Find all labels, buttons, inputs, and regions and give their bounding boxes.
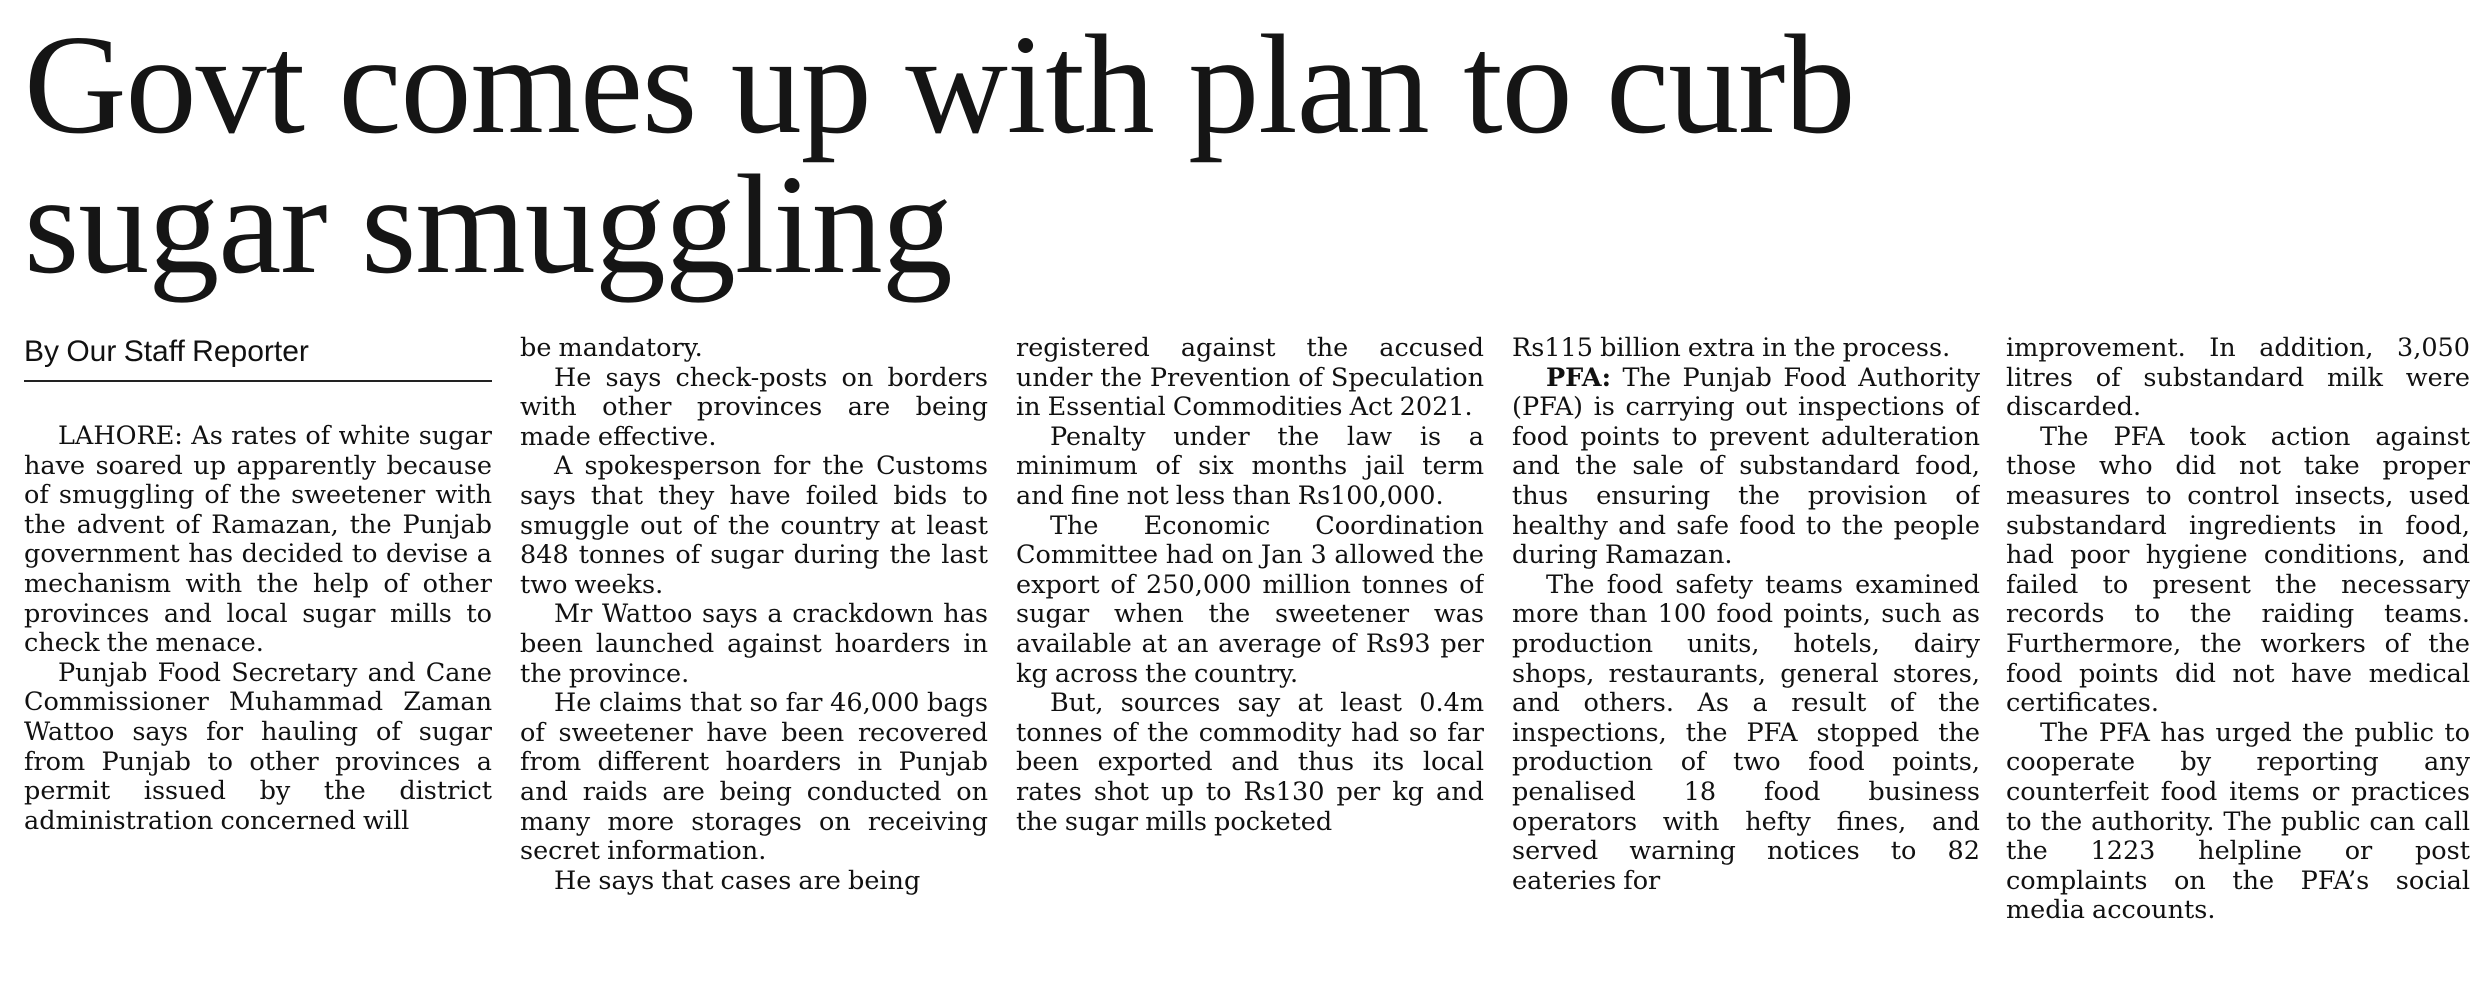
paragraph: The PFA has urged the public to cooperate by reporting any counterfeit food items or practices to the authority. The public can call the 1223 helpline or post complaints on the PFA’s social media accounts. — [2006, 717, 2470, 926]
paragraph: registered against the accused under the Prevention of Speculation in Essential Commodities Act 2021. — [1016, 334, 1484, 423]
paragraph: He says that cases are being — [554, 865, 921, 896]
article-column-5 — [2006, 334, 2470, 974]
paragraph-text: The Punjab Food Authority (PFA) is carrying out inspections of food points to prevent adulteration and the sale of substandard food, thus ensuring the provision of healthy and safe food to the people during Ramazan. — [1512, 362, 1980, 571]
article-column-3 — [1016, 334, 1484, 974]
paragraph: be mandatory. — [520, 334, 703, 363]
paragraph: Penalty under the law is a minimum of six months jail term and fine not less than Rs100,000. — [1016, 421, 1484, 511]
paragraph — [1512, 364, 1980, 571]
paragraph: The food safety teams examined more than 100 food points, such as production units, hotels, dairy shops, restaurants, general stores, and others. As a result of the inspections, the PFA stopped the production of two food points, penalised 18 food business operators with hefty fines, and served warning notices to 82 eateries for — [1512, 569, 1980, 896]
article-column-2 — [520, 334, 988, 974]
paragraph: He claims that so far 46,000 bags of sweetener have been recovered from different hoarders in Punjab and raids are being conducted on many more storages on receiving secret information. — [520, 688, 988, 867]
article-column-4 — [1512, 334, 1980, 974]
paragraph: He says check-posts on borders with other provinces are being made effective. — [520, 362, 988, 452]
paragraph: The Economic Coordination Committee had on Jan 3 allowed the export of 250,000 million tonnes of sugar when the sweetener was available at an average of Rs93 per kg across the country. — [1016, 510, 1484, 689]
headline: Govt comes up with plan to curb sugar smuggling — [24, 5, 1855, 303]
paragraph: But, sources say at least 0.4m tonnes of the commodity had so far been exported and thus its local rates shot up to Rs130 per kg and the sugar mills pocketed — [1016, 688, 1484, 837]
paragraph: Rs115 billion extra in the process. — [1512, 334, 1951, 363]
byline: By Our Staff Reporter — [24, 330, 492, 382]
paragraph: The PFA took action against those who did not take proper measures to control insects, used substandard ingredients in food, had poor hygiene conditions, and failed to present the necessary records to the raiding teams. Furthermore, the workers of the food points did not have medical certificates. — [2006, 421, 2470, 719]
paragraph: Punjab Food Secretary and Cane Commissioner Muhammad Zaman Wattoo says for hauling of sugar from Punjab to other provinces a permit issued by the district administration concerned will — [24, 657, 492, 836]
paragraph: A spokesperson for the Customs says that they have foiled bids to smuggle out of the country at least 848 tonnes of sugar during the last two weeks. — [520, 451, 988, 600]
paragraph: LAHORE: As rates of white sugar have soared up apparently because of smuggling of the sweetener with the advent of Ramazan, the Punjab government has decided to devise a mechanism with the help of other provinces and local sugar mills to check the menace. — [24, 421, 492, 659]
paragraph: improvement. In addition, 3,050 litres of substandard milk were discarded. — [2006, 334, 2470, 423]
paragraph: Mr Wattoo says a crackdown has been launched against hoarders in the province. — [520, 599, 988, 689]
subhead-runin: PFA: — [1546, 362, 1611, 393]
article-column-1 — [24, 330, 492, 970]
